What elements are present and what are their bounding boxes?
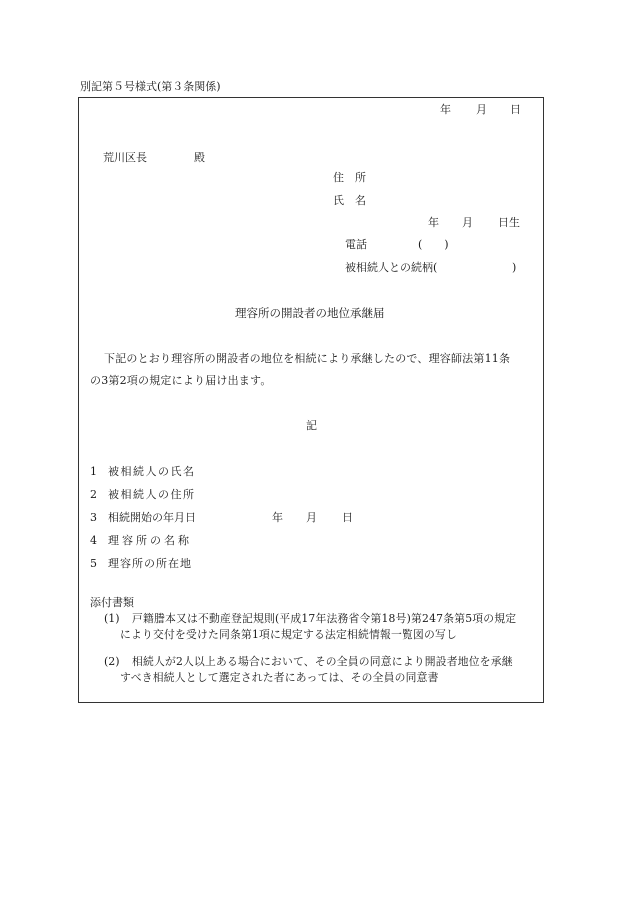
item-5-num: 5 <box>90 557 97 570</box>
item-1-num: 1 <box>90 465 97 478</box>
attachments-heading: 添付書類 <box>90 596 134 609</box>
item-3-num: 3 <box>90 511 97 524</box>
item-2-num: 2 <box>90 488 97 501</box>
addressee-honorific: 殿 <box>194 151 205 164</box>
relation-close: ) <box>512 261 517 274</box>
item-4-label: 理容所の名称 <box>108 534 192 547</box>
item-3-day: 日 <box>342 511 353 524</box>
item-2-label: 被相続人の住所 <box>108 488 196 501</box>
form-label: 別記第５号様式(第３条関係) <box>80 80 221 93</box>
body-line-1: 下記のとおり理容所の開設者の地位を相続により承継したので、理容師法第11条 <box>104 352 511 365</box>
name-label: 氏 名 <box>333 194 366 207</box>
attachment-1-num: (1) <box>104 612 120 625</box>
phone-label: 電話 <box>345 238 367 251</box>
attachment-1-line-1: 戸籍謄本又は不動産登記規則(平成17年法務省令第18号)第247条第5項の規定 <box>132 612 517 625</box>
date-year: 年 <box>440 103 451 116</box>
phone-paren: ( ) <box>418 238 449 251</box>
ki-heading: 記 <box>306 419 317 432</box>
relation-label: 被相続人との続柄( <box>345 261 438 274</box>
attachment-2-line-1: 相続人が2人以上ある場合において、その全員の同意により開設者地位を承継 <box>132 655 513 668</box>
item-4-num: 4 <box>90 534 97 547</box>
attachment-1-line-2: により交付を受けた同条第1項に規定する法定相続情報一覧図の写し <box>120 628 457 641</box>
address-label: 住 所 <box>333 171 366 184</box>
item-3-year: 年 <box>272 511 283 524</box>
addressee-office: 荒川区長 <box>103 151 147 164</box>
body-line-2: の3第2項の規定により届け出ます。 <box>90 374 272 387</box>
birth-year: 年 <box>428 216 439 229</box>
attachment-2-num: (2) <box>104 655 120 668</box>
item-1-label: 被相続人の氏名 <box>108 465 196 478</box>
document-title: 理容所の開設者の地位承継届 <box>235 306 385 320</box>
birth-day: 日生 <box>498 216 520 229</box>
date-month: 月 <box>476 103 487 116</box>
date-day: 日 <box>510 103 521 116</box>
item-5-label: 理容所の所在地 <box>108 557 192 570</box>
item-3-label: 相続開始の年月日 <box>108 511 196 524</box>
birth-month: 月 <box>462 216 473 229</box>
item-3-month: 月 <box>306 511 317 524</box>
attachment-2-line-2: すべき相続人として選定された者にあっては、その全員の同意書 <box>120 671 439 684</box>
